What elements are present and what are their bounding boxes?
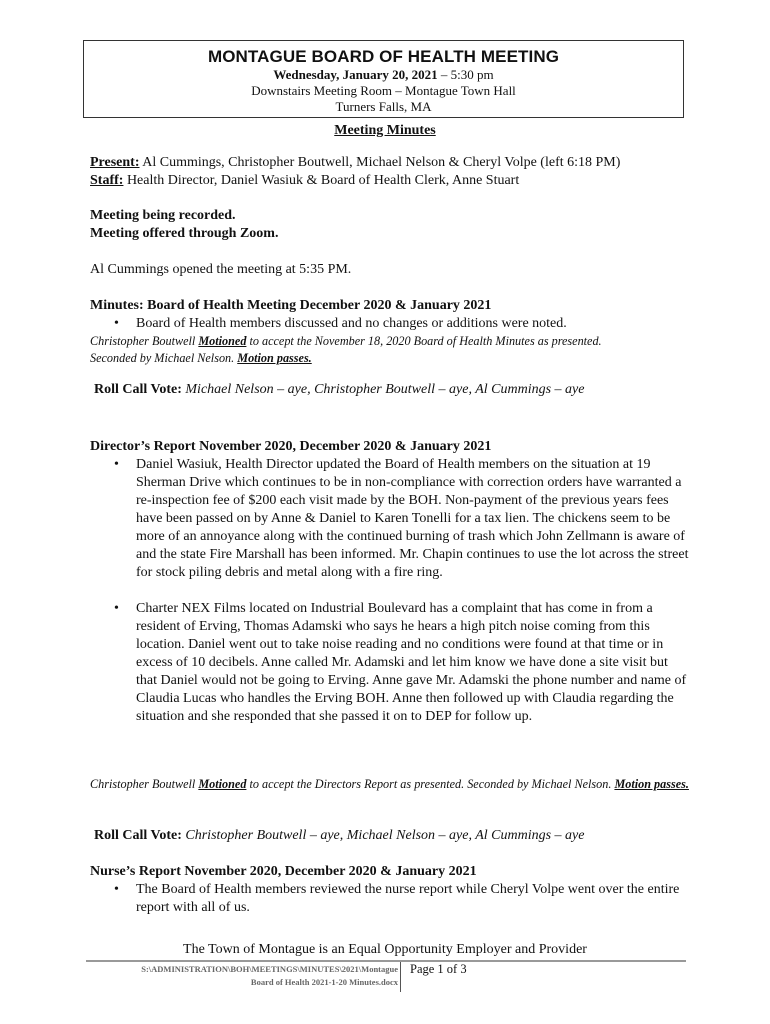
director-heading: Director’s Report November 2020, December 2020 & January 2021 <box>90 439 492 454</box>
present-label: Present: <box>90 155 140 170</box>
minutes-motion-text: to accept the November 18, 2020 Board of Health Minutes as presented. <box>246 334 602 348</box>
director-bullet-sherman: • Daniel Wasiuk, Health Director updated the Board of Health members on the situation at 19 Sherman Drive which continues to be in non-compliance with correction orders have warranted a re-inspection fee of $200 each visit made by the BOH. Non-payment of the previous years fees have been passed on by Anne & Daniel to Karen Tonelli for a tax lien. The chickens seem to be more of an annoyance along with the continued burning of trash which John Zellmann is aware of and the state Fire Marshall has been informed. Mr. Chapin continues to use the lot across the street for stock piling debris and metal along with a fire ring. <box>90 456 690 582</box>
minutes-bullets <box>90 315 690 333</box>
meeting-city: Turners Falls, MA <box>335 99 432 114</box>
director-motion <box>90 776 690 793</box>
meeting-header-box <box>83 40 684 118</box>
section-title: Meeting Minutes <box>334 123 436 138</box>
minutes-motion <box>90 333 690 367</box>
director-bullet-nex-films: • Charter NEX Films located on Industrial Boulevard has a complaint that has come in from a resident of Erving, Thomas Adamski who says he hears a high pitch noise coming from this location. Daniel went out to take noise reading and no conditions were found at that time or in excess of 10 decibels. Anne called Mr. Adamski and let him know we have done a site visit but that Daniel would not be going to Erving. Anne gave Mr. Adamski the phone number and name of Claudia Lucas who handles the Erving BOH. Anne then followed up with Claudia regarding the situation and she responded that she passed it on to DEP for follow up. <box>90 600 690 726</box>
director-motion-text: to accept the Directors Report as presented. Seconded by Michael Nelson. <box>246 777 615 791</box>
minutes-bullet: • Board of Health members discussed and no changes or additions were noted. <box>90 315 690 333</box>
minutes-motion-word: Motioned <box>198 334 247 348</box>
nurse-bullets <box>90 881 690 917</box>
minutes-roll-text: Michael Nelson – aye, Christopher Boutwell – aye, Al Cummings – aye <box>181 382 585 397</box>
minutes-roll-label: Roll Call Vote: <box>94 382 182 397</box>
minutes-section <box>90 297 690 399</box>
meeting-date <box>84 67 683 83</box>
page-number: Page 1 of 3 <box>410 962 467 976</box>
zoom-notice: Meeting offered through Zoom. <box>90 226 279 241</box>
director-roll-label: Roll Call Vote: <box>94 828 182 843</box>
footer-rule <box>86 960 686 962</box>
meeting-date-bold: Wednesday, January 20, 2021 <box>273 67 438 82</box>
present-line <box>90 154 690 172</box>
nurse-section <box>90 863 690 917</box>
director-roll-text: Christopher Boutwell – aye, Michael Nelson – aye, Al Cummings – aye <box>181 828 585 843</box>
minutes-second-text: Seconded by Michael Nelson. <box>90 351 238 365</box>
meeting-location: Downstairs Meeting Room – Montague Town Hall <box>251 83 516 98</box>
director-section <box>90 438 690 726</box>
recorded-notice: Meeting being recorded. <box>90 208 236 223</box>
footer-path-line2: Board of Health 2021-1-20 Minutes.docx <box>250 977 398 987</box>
staff-line <box>90 172 690 190</box>
attendance <box>90 154 690 190</box>
opening-statement: Al Cummings opened the meeting at 5:35 PM. <box>90 262 352 277</box>
present-text: Al Cummings, Christopher Boutwell, Michael Nelson & Cheryl Volpe (left 6:18 PM) <box>139 155 621 170</box>
director-motion-person: Christopher Boutwell <box>90 777 199 791</box>
staff-text: Health Director, Daniel Wasiuk & Board of Health Clerk, Anne Stuart <box>123 173 520 188</box>
director-roll-call <box>90 827 694 845</box>
minutes-motion-person: Christopher Boutwell <box>90 334 199 348</box>
minutes-heading: Minutes: Board of Health Meeting December 2020 & January 2021 <box>90 298 492 313</box>
director-motion-word: Motioned <box>198 777 247 791</box>
footer-path-line1: S:\ADMINISTRATION\BOH\MEETINGS\MINUTES\2021\Montague <box>141 964 398 974</box>
nurse-heading: Nurse’s Report November 2020, December 2020 & January 2021 <box>90 864 477 879</box>
notices <box>90 207 690 243</box>
footer-statement: The Town of Montague is an Equal Opportunity Employer and Provider <box>183 942 587 957</box>
director-motion-passes: Motion passes. <box>614 777 689 791</box>
minutes-roll-call <box>90 381 690 399</box>
nurse-bullet: • The Board of Health members reviewed the nurse report while Cheryl Volpe went over the entire report with all of us. <box>90 881 690 917</box>
footer-divider <box>400 962 401 992</box>
footer-file-path <box>86 963 398 989</box>
meeting-title: MONTAGUE BOARD OF HEALTH MEETING <box>207 47 560 66</box>
minutes-motion-passes: Motion passes. <box>237 351 312 365</box>
director-bullets <box>90 456 690 726</box>
staff-label: Staff: <box>90 173 124 188</box>
meeting-time: – 5:30 pm <box>437 67 494 82</box>
